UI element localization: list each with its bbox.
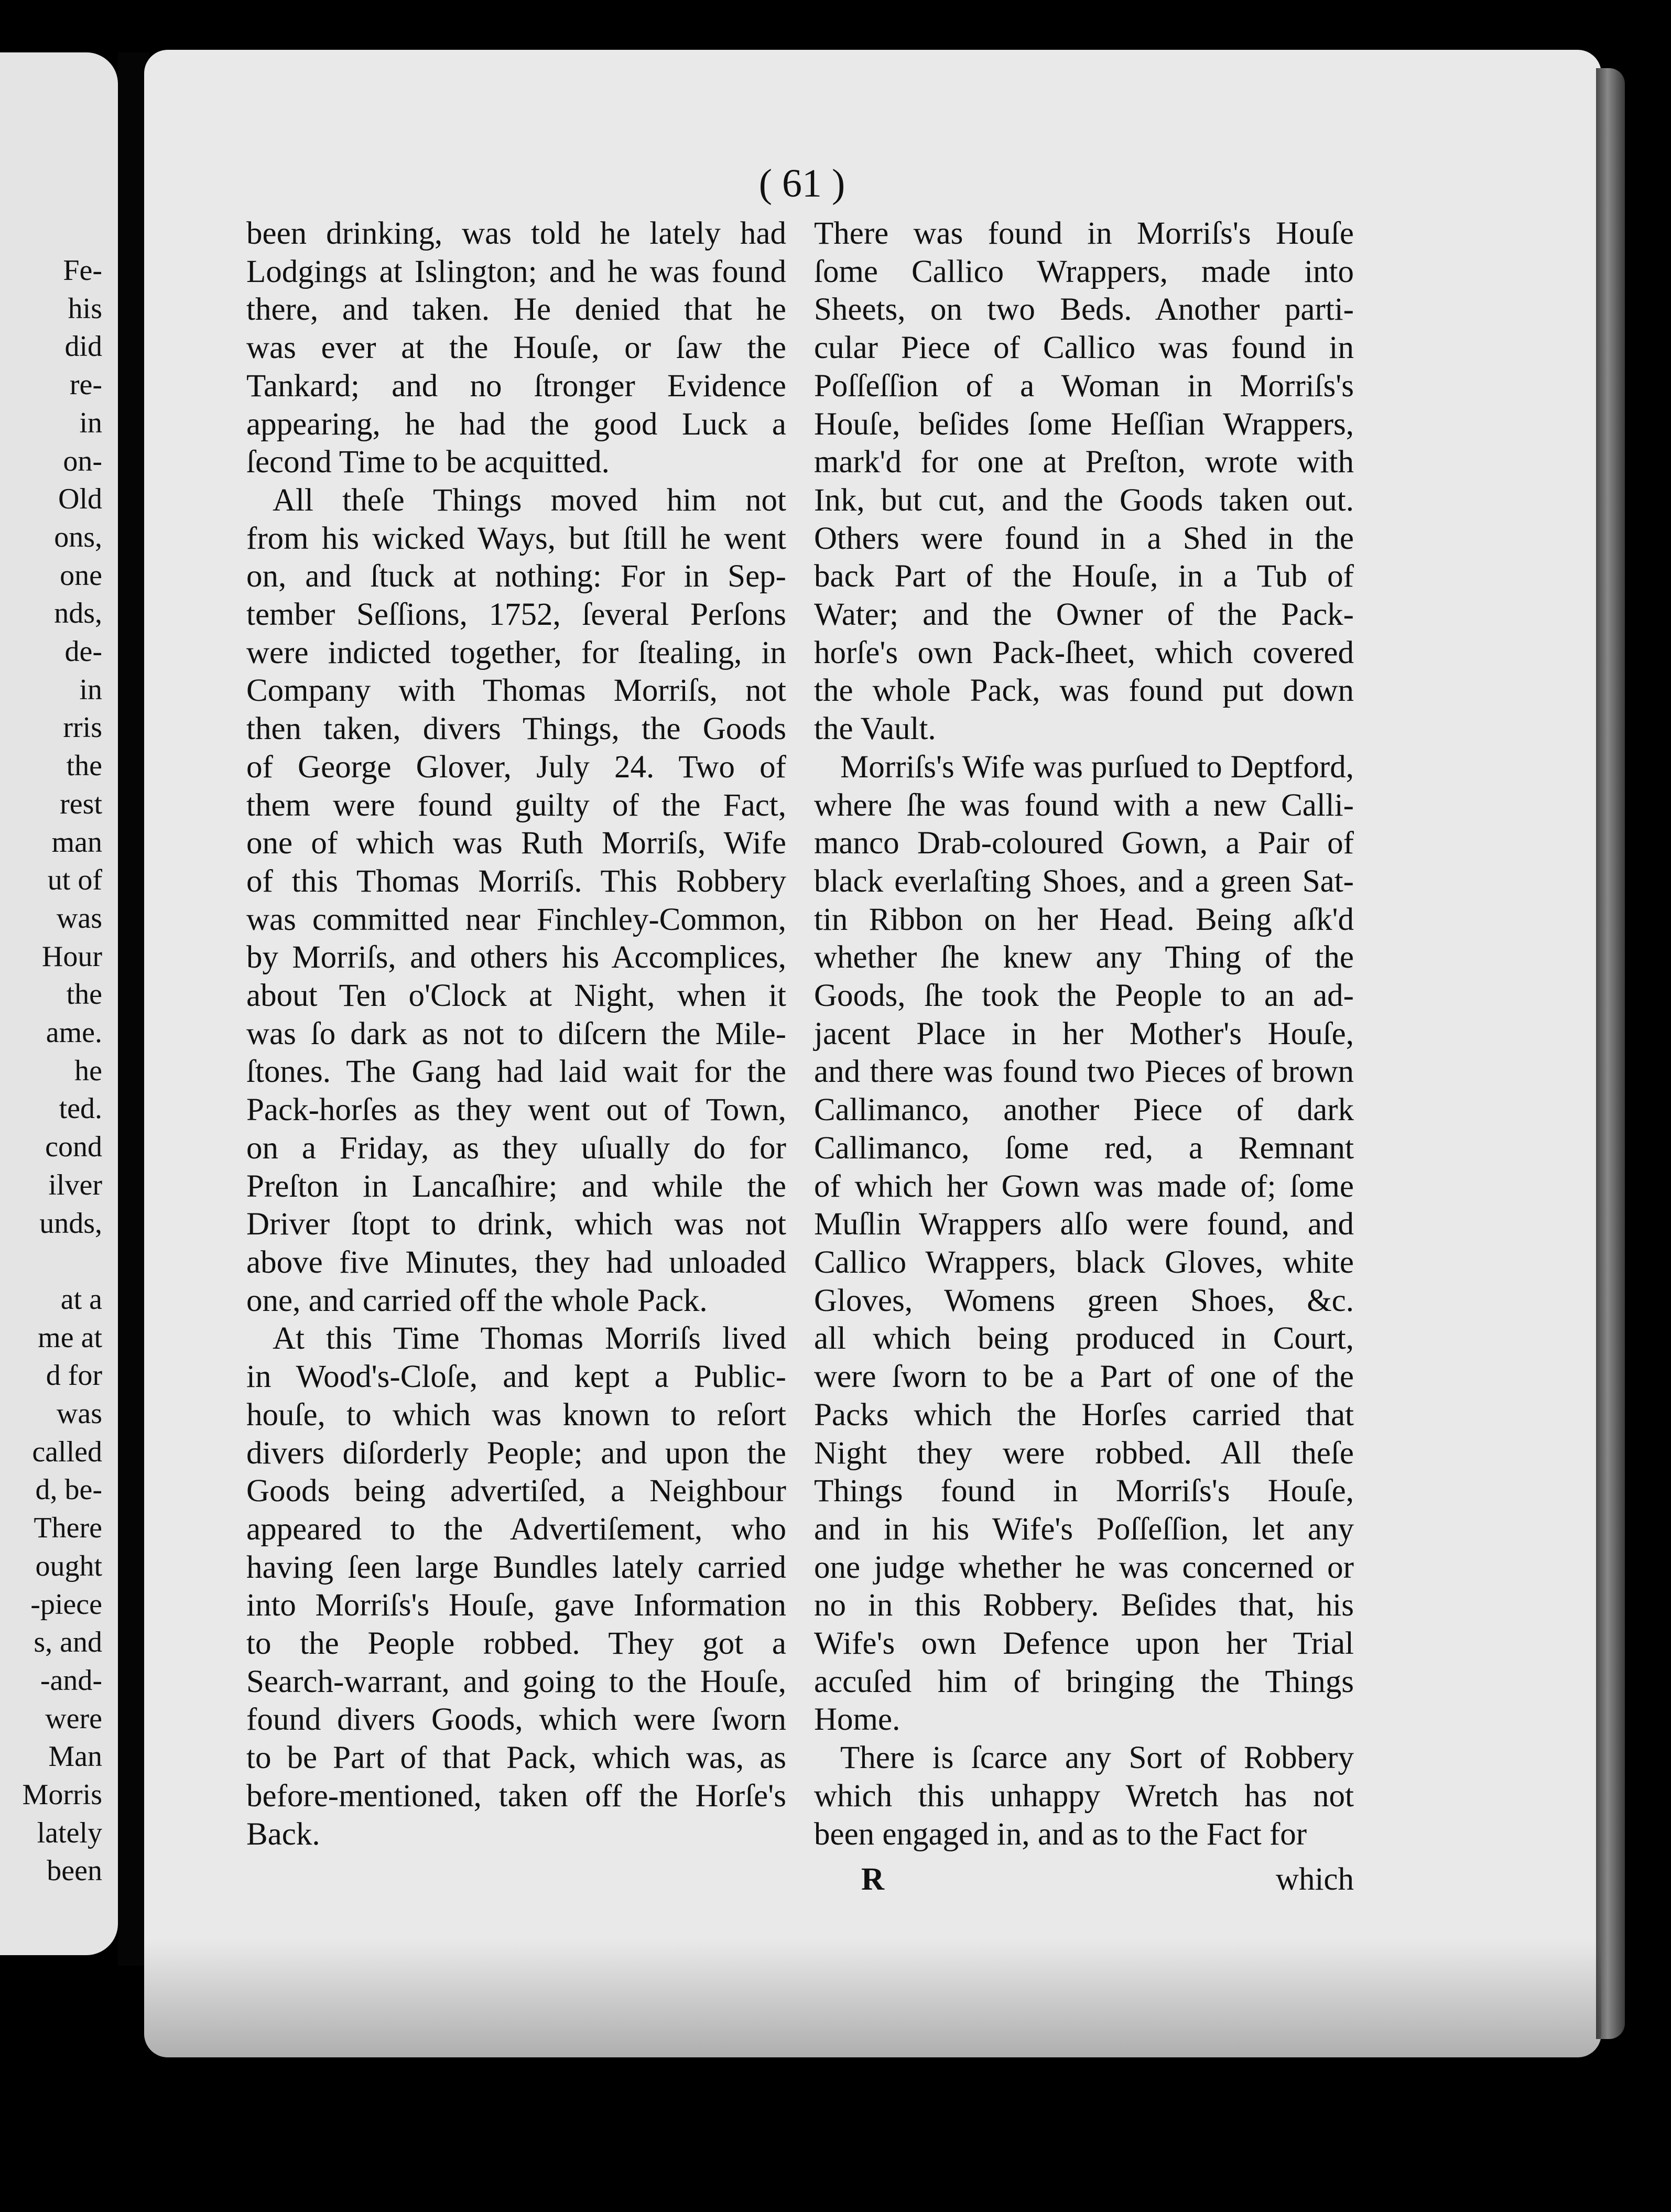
text-line: tember Seſſions, 1752, ſeveral Perſons [246, 597, 786, 633]
text-line: Sheets, on two Beds. Another parti- [814, 292, 1354, 328]
fragment-line: one [60, 559, 102, 592]
fragment-line: in [79, 673, 102, 706]
fragment-line: his [68, 292, 102, 325]
text-line: Water; and the Owner of the Pack- [814, 597, 1354, 633]
text-line: was ſo dark as not to diſcern the Mile- [246, 1016, 786, 1051]
fragment-line: on- [63, 444, 102, 478]
text-line: jacent Place in her Mother's Houſe, [814, 1016, 1354, 1051]
fragment-line: -and- [40, 1664, 102, 1697]
fragment-line: ons, [54, 521, 102, 554]
text-line: one, and carried off the whole Pack. [246, 1283, 708, 1318]
text-line: appearing, he had the good Luck a [246, 406, 786, 442]
text-line: houſe, to which was known to reſort [246, 1397, 786, 1433]
text-line: above five Minutes, they had unloaded [246, 1244, 786, 1280]
fragment-line: There [34, 1512, 102, 1545]
text-line: Things found in Morriſs's Houſe, [814, 1473, 1354, 1509]
fragment-line: was [56, 1397, 102, 1430]
fragment-line: unds, [39, 1207, 102, 1240]
text-line: black everlaſting Shoes, and a green Sat- [814, 863, 1354, 899]
text-line: whether ſhe knew any Thing of the [814, 940, 1354, 975]
fragment-line: de- [64, 635, 102, 668]
text-line: on a Friday, as they uſually do for [246, 1130, 786, 1166]
text-line: Tankard; and no ſtronger Evidence [246, 368, 786, 404]
fragment-line: ted. [59, 1092, 102, 1125]
fragment-line: d for [46, 1359, 102, 1392]
fragment-line: ought [35, 1549, 102, 1582]
fragment-line: was [56, 902, 102, 935]
text-line: of which her Gown was made of; ſome [814, 1168, 1354, 1204]
text-line: appeared to the Advertiſement, who [246, 1511, 786, 1547]
fragment-line: d, be- [35, 1473, 102, 1506]
text-line: Back. [246, 1816, 320, 1852]
fragment-line: nds, [54, 597, 102, 630]
text-line: Ink, but cut, and the Goods taken out. [814, 482, 1354, 518]
text-line: having ſeen large Bundles lately carried [246, 1549, 786, 1585]
text-line: Gloves, Womens green Shoes, &c. [814, 1283, 1354, 1318]
fragment-line: Old [58, 483, 102, 516]
fragment-line: Fe- [63, 254, 102, 287]
text-line: which this unhappy Wretch has not [814, 1778, 1354, 1814]
page-stack-edge [1596, 68, 1625, 2039]
text-line: no in this Robbery. Beſides that, his [814, 1588, 1354, 1623]
text-line: tin Ribbon on her Head. Being aſk'd [814, 902, 1354, 937]
text-line: Company with Thomas Morriſs, not [246, 673, 786, 709]
text-line: by Morriſs, and others his Accomplices, [246, 940, 786, 975]
text-line: before-mentioned, taken off the Horſe's [246, 1778, 786, 1814]
text-line: Poſſeſſion of a Woman in Morriſs's [814, 368, 1354, 404]
text-line: manco Drab-coloured Gown, a Pair of [814, 826, 1354, 861]
fragment-line: Man [48, 1740, 102, 1773]
fragment-line: ame. [46, 1016, 102, 1049]
text-line: Preſton in Lancaſhire; and while the [246, 1168, 786, 1204]
text-line: Houſe, beſides ſome Heſſian Wrappers, [814, 406, 1354, 442]
catchword: which [1275, 1862, 1354, 1897]
text-line: Home. [814, 1702, 900, 1738]
fragment-line: me at [38, 1321, 102, 1354]
text-line: them were found guilty of the Fact, [246, 787, 786, 823]
fragment-line: been [47, 1855, 102, 1888]
text-line: Night they were robbed. All theſe [814, 1435, 1354, 1471]
fragment-line: the [66, 750, 102, 783]
text-line: there, and taken. He denied that he [246, 292, 786, 328]
text-line: Wife's own Defence upon her Trial [814, 1626, 1354, 1662]
text-line: Callimanco, ſome red, a Remnant [814, 1130, 1354, 1166]
text-line: found divers Goods, which were ſworn [246, 1702, 786, 1738]
text-line: of this Thomas Morriſs. This Robbery [246, 863, 786, 899]
text-line: accuſed him of bringing the Things [814, 1664, 1354, 1699]
text-line: Driver ſtopt to drink, which was not [246, 1207, 786, 1242]
text-line: then taken, divers Things, the Goods [246, 711, 786, 747]
text-line: of George Glover, July 24. Two of [246, 749, 786, 785]
fragment-line: re- [69, 368, 102, 402]
text-line: ſtones. The Gang had laid wait for the [246, 1054, 786, 1090]
text-line: was committed near Finchley-Common, [246, 902, 786, 937]
text-line: Callico Wrappers, black Gloves, white [814, 1244, 1354, 1280]
text-line: At this Time Thomas Morriſs lived [273, 1321, 786, 1357]
fragment-line: Morris [22, 1779, 102, 1811]
text-line: the Vault. [814, 711, 936, 747]
text-line: were indicted together, for ſtealing, in [246, 635, 786, 670]
fragment-line: cond [45, 1131, 102, 1164]
text-line: ſecond Time to be acquitted. [246, 444, 610, 480]
fragment-line: he [74, 1054, 102, 1087]
text-line: cular Piece of Callico was found in [814, 330, 1354, 366]
text-line: There is ſcarce any Sort of Robbery [840, 1740, 1354, 1776]
text-line: Callimanco, another Piece of dark [814, 1092, 1354, 1128]
text-line: about Ten o'Clock at Night, when it [246, 978, 786, 1014]
page-number: ( 61 ) [758, 161, 845, 205]
text-line: Others were found in a Shed in the [814, 521, 1354, 556]
fragment-line: ut of [47, 864, 102, 897]
text-line: Goods, ſhe took the People to an ad- [814, 978, 1354, 1014]
text-line: been drinking, was told he lately had [246, 216, 786, 251]
fragment-line: s, and [34, 1626, 102, 1659]
text-line: and in his Wife's Poſſeſſion, let any [814, 1511, 1354, 1547]
fragment-line: did [64, 330, 102, 363]
fragment-line: rest [60, 787, 102, 820]
text-line: mark'd for one at Preſton, wrote with [814, 444, 1354, 480]
text-line: Morriſs's Wife was purſued to Deptford, [840, 749, 1354, 785]
text-line: and there was found two Pieces of brown [814, 1054, 1354, 1090]
text-line: back Part of the Houſe, in a Tub of [814, 559, 1354, 594]
text-line: Goods being advertiſed, a Neighbour [246, 1473, 786, 1509]
fragment-line: Hour [41, 940, 102, 973]
fragment-line: man [51, 826, 102, 859]
fragment-line: were [45, 1702, 102, 1735]
text-line: the whole Pack, was found put down [814, 673, 1354, 709]
text-line: from his wicked Ways, but ſtill he went [246, 521, 786, 556]
text-line: been engaged in, and as to the Fact for [814, 1816, 1307, 1852]
fragment-line: rris [63, 711, 102, 744]
text-line: There was found in Morriſs's Houſe [814, 216, 1354, 251]
text-line: Packs which the Horſes carried that [814, 1397, 1354, 1433]
fragment-line: -piece [30, 1588, 102, 1621]
facing-page-fragment [0, 52, 118, 1955]
fragment-line: in [79, 406, 102, 439]
fragment-line: at a [60, 1283, 102, 1316]
fragment-line: lately [37, 1816, 102, 1849]
text-line: all which being produced in Court, [814, 1321, 1354, 1357]
text-line: were ſworn to be a Part of one of the [814, 1359, 1354, 1395]
right-text-column [814, 215, 1354, 1853]
text-line: divers diſorderly People; and upon the [246, 1435, 786, 1471]
text-line: horſe's own Pack-ſheet, which covered [814, 635, 1354, 670]
fragment-line: ilver [48, 1168, 102, 1201]
page-footer [814, 1861, 1354, 1899]
text-line: to be Part of that Pack, which was, as [246, 1740, 786, 1776]
text-line: Search-warrant, and going to the Houſe, [246, 1664, 786, 1699]
text-line: one of which was Ruth Morriſs, Wife [246, 826, 786, 861]
page-bottom-shadow [144, 1939, 1601, 2057]
text-line: to the People robbed. They got a [246, 1626, 786, 1662]
text-line: Muſlin Wrappers alſo were found, and [814, 1207, 1354, 1242]
signature-mark: R [861, 1862, 885, 1897]
fragment-line: called [32, 1435, 102, 1468]
text-line: into Morriſs's Houſe, gave Information [246, 1588, 786, 1623]
left-text-column [246, 215, 786, 1853]
text-line: ſome Callico Wrappers, made into [814, 254, 1354, 289]
fragment-line: the [66, 978, 102, 1011]
text-line: Pack-horſes as they went out of Town, [246, 1092, 786, 1128]
text-line: was ever at the Houſe, or ſaw the [246, 330, 786, 366]
text-line: All theſe Things moved him not [273, 482, 786, 518]
text-line: in Wood's-Cloſe, and kept a Public- [246, 1359, 786, 1395]
text-line: Lodgings at Islington; and he was found [246, 254, 786, 289]
text-line: where ſhe was found with a new Calli- [814, 787, 1354, 823]
text-line: one judge whether he was concerned or [814, 1549, 1354, 1585]
text-line: on, and ſtuck at nothing: For in Sep- [246, 559, 786, 594]
